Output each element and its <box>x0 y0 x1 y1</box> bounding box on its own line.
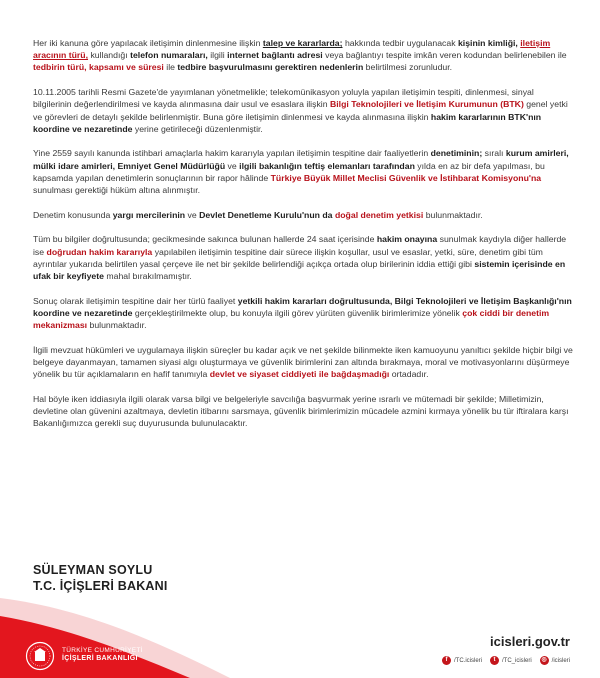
text-run: ortadadır. <box>389 369 429 380</box>
text-run: gerçekleştirilmekte olup, bu konuyla ilgili görev yürüten güvenlik birimlerimize yönelik <box>132 307 463 318</box>
text-run: ve <box>185 209 200 220</box>
text-run: hakkında tedbir uygulanacak <box>342 38 458 48</box>
bold-text: kurum amirleri, mülki idare amirleri, Emniyet Genel Müdürlüğü <box>33 148 569 171</box>
paragraph-2 <box>33 86 573 135</box>
bold-text: hakim kararlarının BTK'nın koordine ve nezaretinde <box>33 111 542 134</box>
highlighted-text: doğrudan hakim kararıyla <box>46 246 153 257</box>
ministry-name <box>62 647 143 663</box>
paragraph-7 <box>33 344 573 381</box>
bold-text: tedbire başvurulmasını gerektiren nedenlerin <box>177 62 364 73</box>
highlighted-text: çok ciddi bir denetim mekanizması <box>33 307 550 331</box>
bold-text: yargı mercilerinin <box>112 209 186 220</box>
social-link-2[interactable] <box>490 656 532 665</box>
text-run: sunulması gerektiği hüküm altına alınmıştır. <box>33 185 201 196</box>
facebook-icon: f <box>442 656 451 665</box>
bold-text: talep ve kararlarda; <box>262 38 343 48</box>
org-line-2: İÇİŞLERİ BAKANLIĞI <box>62 655 138 662</box>
signatory-name: SÜLEYMAN SOYLU <box>33 563 153 577</box>
highlighted-text: devlet ve siyaset ciddiyeti ile bağdaşmadığı <box>209 369 390 380</box>
highlighted-text: Türkiye Büyük Millet Meclisi Güvenlik ve İstihbarat Komisyonu'na <box>270 172 542 183</box>
text-run: yapılabilen iletişimin tespitine dair sürece ilişkin koşullar, usul ve esaslar, yetki, süre, denetim gibi tüm ayrıntılar yukarıda belirtilen yasal çerçeve ile net bir şekilde belirlendiği açıkça ortada olup birilerinin iddia ettiği gibi <box>33 246 543 269</box>
paragraph-4 <box>33 209 573 221</box>
text-run: Her iki kanuna göre yapılacak iletişimin dinlenmesine ilişkin <box>33 38 263 48</box>
text-run: Tüm bu bilgiler doğrultusunda; gecikmesinde sakınca bulunan hallerde 24 saat içerisinde <box>33 234 377 245</box>
paragraph-5 <box>33 233 573 282</box>
text-run: genel yetki ve görevleri de detaylı şekilde belirlenmiştir. Buna göre iletişimin dinlenmesi ve kayda alınmasına ilişkin <box>33 99 568 122</box>
text-run: Hal böyle iken iddiasıyla ilgili olarak varsa bilgi ve belgeleriyle savcılığa başvurmak yerine ısrarlı ve mütemadi bir şekilde; Milletimizin, devletine olan güvenini azaltmaya, devletin itibarını sarsmaya, güvenlik birimlerimizin mücadele azmini kırmaya yönelik bu tür iftiralara karşı Bakanlığımızca gerekli suç duyurusunda bulunulacaktır. <box>33 393 569 429</box>
text-run: sıralı <box>482 148 506 159</box>
text-run: ile <box>163 62 178 73</box>
text-run: bulunmaktadır. <box>423 209 483 220</box>
text-run: yerine getirileceği düzenlenmiştir. <box>132 123 263 134</box>
highlighted-text: iletişim aracının türü, <box>33 38 551 61</box>
twitter-icon: t <box>490 656 499 665</box>
highlighted-text: doğal denetim yetkisi <box>334 209 424 220</box>
signatory-title: T.C. İÇİŞLERİ BAKANI <box>33 579 168 593</box>
text-run: Yine 2559 sayılı kanunda istihbari amaçlarla hakim kararıyla yapılan iletişimin tespitine dair faaliyetlerin <box>33 148 431 159</box>
bold-text: denetiminin; <box>430 148 483 159</box>
text-run: Denetim konusunda <box>33 209 113 220</box>
highlighted-text: Bilgi Teknolojileri ve İletişim Kurumunun (BTK) <box>329 99 524 110</box>
text-run: ve <box>225 160 240 171</box>
ministry-emblem-icon <box>25 641 55 671</box>
bold-text: kişinin kimliği, <box>457 38 518 48</box>
bold-text: sistemin içerisinde en ufak bir keyfiyete <box>33 258 566 282</box>
text-run: İlgili mevzuat hükümleri ve uygulamaya ilişkin süreçler bu kadar açık ve net şekilde bilinmekte iken kamuoyunu yanıltıcı şekilde hiçbir bilgi ve belgeye dayanmayan, tamamen siyasi algı oluşturmaya ve güvenlik birimlerini zan altında bırakmaya, moral ve motivasyonlarını düşürmeye yönelik bu tür açıklamaların en hafif tanımıyla <box>33 344 573 380</box>
text-run: ilgili <box>207 50 228 61</box>
text-run: yılda en az bir defa yapılması, bu kapsamda yapılan denetimlerin sonuçlarının bir rapor hâlinde <box>33 160 545 183</box>
website-link[interactable]: icisleri.gov.tr <box>490 634 570 649</box>
instagram-icon: ◎ <box>541 657 547 663</box>
bold-text: Devlet Denetleme Kurulu'nun da <box>199 209 333 220</box>
social-link-1[interactable] <box>442 656 482 665</box>
paragraph-1 <box>33 37 573 74</box>
social-handle: /TC.icisleri <box>453 657 482 664</box>
paragraph-3 <box>33 147 573 196</box>
bold-text: yetkili hakim kararları doğrultusunda, Bilgi Teknolojileri ve İletişim Başkanlığı'nın koordine ve nezaretinde <box>33 295 572 318</box>
bold-text: hakim onayına <box>376 234 438 245</box>
bold-text: ilgili bakanlığın teftiş elemanları tarafından <box>239 160 415 171</box>
social-handle: /TC_icisleri <box>501 657 532 664</box>
paragraph-8 <box>33 393 573 430</box>
text-run: veya bağlantıyı tespite imkân veren kodundan belirlenebilen ile <box>322 50 567 61</box>
text-run: 10.11.2005 tarihli Resmi Gazete'de yayımlanan yönetmelikle; telekomünikasyon yoluyla yapılan iletişimin tespiti, dinlenmesi, sinyal bilgilerinin değerlendirilmesi ve kayda alınmasına dair usul ve esaslara ilişkin <box>33 87 534 110</box>
highlighted-text: tedbirin türü, kapsamı ve süresi <box>33 62 164 73</box>
text-run: kullandığı <box>88 50 131 61</box>
bold-text: telefon numaraları, <box>130 50 208 61</box>
text-run: Sonuç olarak iletişimin tespitine dair her türlü faaliyet <box>33 295 238 306</box>
press-release-body <box>33 37 573 442</box>
org-line-1: TÜRKİYE CUMHURİYETİ <box>62 647 143 654</box>
bold-text: internet bağlantı adresi <box>227 50 323 61</box>
social-links <box>442 656 570 665</box>
text-run: belirtilmesi zorunludur. <box>363 62 453 73</box>
text-run: sunulmak kaydıyla diğer hallerde ise <box>33 234 567 257</box>
paragraph-6 <box>33 295 573 332</box>
text-run: bulunmaktadır. <box>87 320 147 331</box>
social-handle: /icisleri <box>551 657 570 664</box>
text-run: mahal bırakılmamıştır. <box>103 271 192 282</box>
social-link-3[interactable] <box>540 656 570 665</box>
